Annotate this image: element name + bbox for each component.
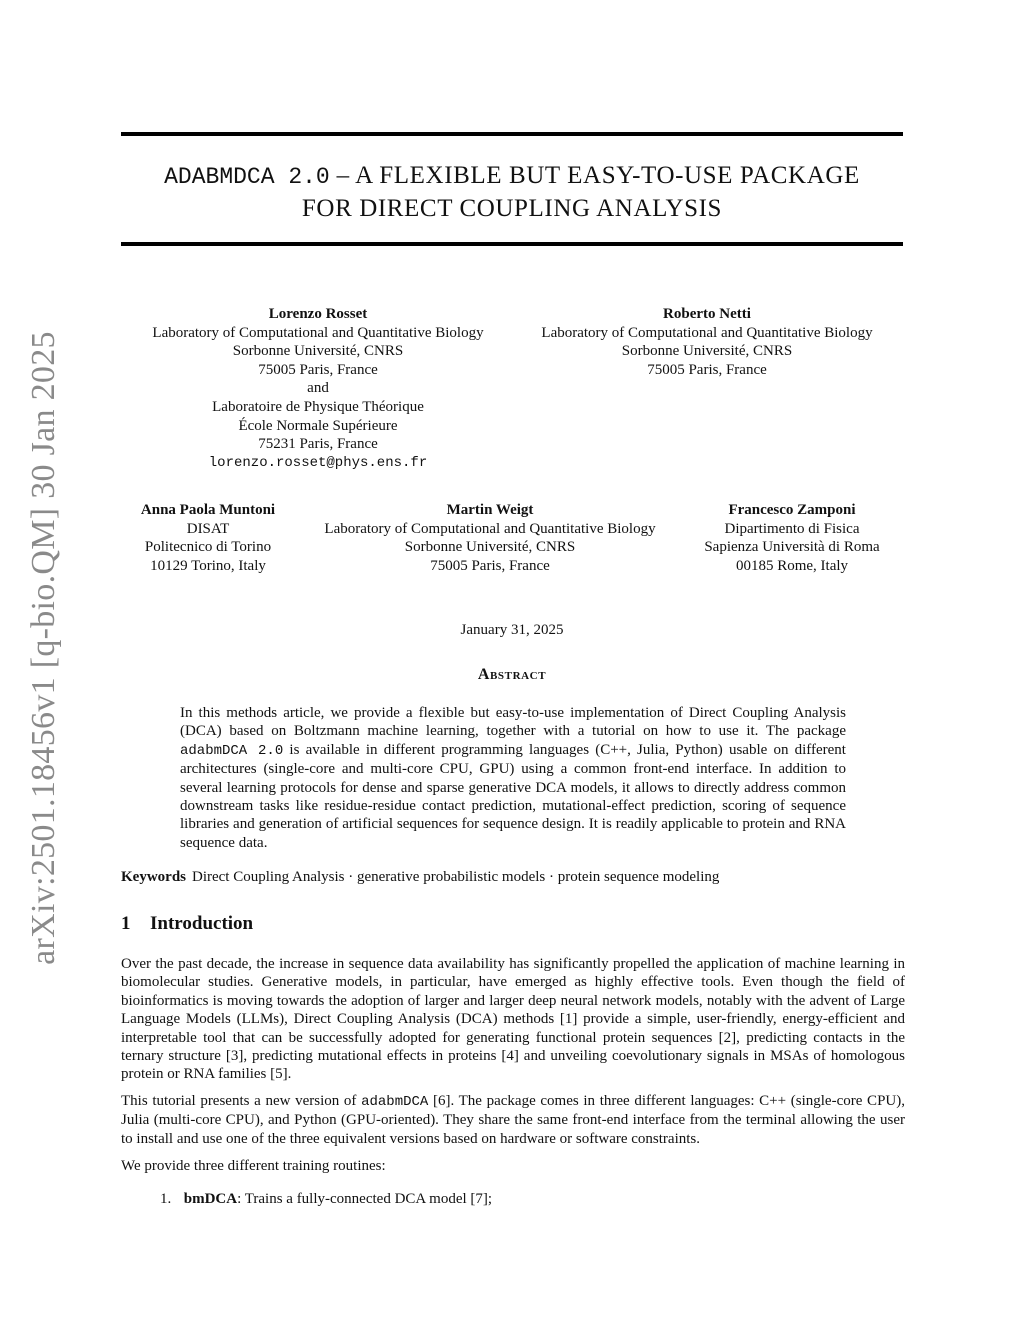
author-affiliation-line: École Normale Supérieure [238, 417, 398, 434]
author-affiliation-line: Sorbonne Université, CNRS [621, 343, 793, 360]
paper-title [121, 160, 903, 225]
author-affiliation-line: Laboratory of Computational and Quantitative Biology [152, 324, 484, 341]
author-affiliation-line: Sorbonne Université, CNRS [232, 343, 404, 360]
arxiv-identifier-stamp: arXiv:2501.18456v1 [q-bio.QM] 30 Jan 2025 [25, 331, 62, 965]
author-affiliation-line: Laboratory of Computational and Quantitative Biology [324, 520, 656, 537]
list-item [160, 1191, 492, 1208]
author-affiliation-line: 75005 Paris, France [258, 361, 378, 378]
author-affiliation-line: DISAT [186, 520, 230, 537]
author-name: Anna Paola Muntoni [140, 502, 276, 518]
author-affiliation-line: Politecnico di Torino [144, 539, 272, 556]
list-item-term: bmDCA [183, 1191, 238, 1207]
abstract-text-part: In this methods article, we provide a flexible but easy-to-use implementation of Direct Coupling Analysis (DCA) based on Boltzmann machine learning, together with a tutorial on how to use it. The package [180, 705, 846, 740]
publication-date: January 31, 2025 [460, 622, 564, 638]
title-line-1 [121, 160, 903, 193]
keywords-label: Keywords [121, 869, 186, 885]
author-name: Roberto Netti [663, 306, 751, 322]
author-affiliation-line: Dipartimento di Fisica [724, 520, 860, 537]
author-affiliation-line: Laboratory of Computational and Quantitative Biology [541, 324, 873, 341]
keywords-line [121, 869, 903, 886]
author-name: Francesco Zamponi [728, 502, 856, 518]
section-number: 1 [121, 913, 131, 934]
paragraph-text-part: [6]. The package comes in three different languages: C++ (single-core CPU), Julia (multi-core CPU), and Python (GPU-oriented). They share the same front-end interface from the terminal allowing the user to install and use one of the three equivalent versions based on hardware or software constraints. [121, 1093, 905, 1147]
intro-paragraph-1: Over the past decade, the increase in sequence data availability has significantly propelled the application of machine learning in biomolecular studies. Generative models, in particular, have emerged as highly effective tools. Even though the field of bioinformatics is moving towards the adoption of larger and larger deep neural network models, notably with the advent of Large Language Models (LLMs), Direct Coupling Analysis (DCA) methods [1] provide a simple, user-friendly, energy-efficient and interpretable tool that can be successfully adopted for generating functional protein sequences [2], predicting contacts in the ternary structure [3], predicting mutational effects in proteins [4] and unveiling coevolutionary signals in MSAs of homologous protein or RNA families [5]. [121, 956, 905, 1083]
abstract-heading: Abstract [477, 666, 547, 683]
author-affiliation-line: and [307, 380, 329, 397]
author-block-zamponi [690, 501, 894, 575]
intro-paragraph-2 [121, 1092, 905, 1148]
title-package-name: ADABMDCA 2.0 [164, 164, 330, 190]
intro-paragraph-3: We provide three different training routines: [121, 1158, 386, 1174]
title-line-2: FOR DIRECT COUPLING ANALYSIS [301, 195, 723, 222]
author-affiliation-line: 75005 Paris, France [647, 361, 767, 378]
author-affiliation-line: 00185 Rome, Italy [735, 557, 849, 574]
section-heading-introduction [121, 913, 253, 935]
author-block-muntoni [122, 501, 294, 575]
author-affiliation-line: 75231 Paris, France [258, 436, 378, 453]
author-name: Martin Weigt [446, 502, 534, 518]
author-email-link[interactable]: lorenzo.rosset@phys.ens.fr [208, 454, 428, 471]
author-block-netti [520, 305, 894, 379]
list-item-text: : Trains a fully-connected DCA model [7]; [237, 1191, 493, 1207]
abstract-text-part: is available in different programming languages (C++, Julia, Python) usable on different architectures (single-core and multi-core CPU, GPU) using a common front-end interface. In addition to several learning protocols for dense and sparse generative DCA models, it allows to directly address common downstream tasks like residue-residue contact prediction, mutational-effect prediction, scoring of sequence libraries and generation of artificial sequences for sequence design. It is readily applicable to protein and RNA sequence data. [180, 741, 846, 851]
author-affiliation-line: Sapienza Università di Roma [704, 539, 880, 556]
section-title: Introduction [150, 913, 254, 934]
author-affiliation-line: Sorbonne Université, CNRS [404, 539, 576, 556]
paragraph-package-code: adabmDCA [361, 1094, 429, 1110]
title-top-rule [121, 132, 903, 136]
paragraph-text-part: This tutorial presents a new version of [121, 1093, 362, 1109]
title-line-1-rest: – A FLEXIBLE BUT EASY-TO-USE PACKAGE [329, 162, 860, 189]
author-block-rosset [130, 305, 506, 472]
abstract-body [180, 704, 846, 852]
author-name: Lorenzo Rosset [268, 306, 368, 322]
title-bottom-rule [121, 242, 903, 246]
author-affiliation-line: 75005 Paris, France [430, 557, 550, 574]
list-item-number: 1. [160, 1191, 172, 1207]
author-affiliation-line: 10129 Torino, Italy [150, 557, 266, 574]
abstract-package-code: adabmDCA 2.0 [180, 742, 284, 759]
author-affiliation-line: Laboratoire de Physique Théorique [212, 398, 424, 415]
author-block-weigt [302, 501, 678, 575]
keywords-text: Direct Coupling Analysis · generative probabilistic models · protein sequence modeling [192, 869, 720, 885]
